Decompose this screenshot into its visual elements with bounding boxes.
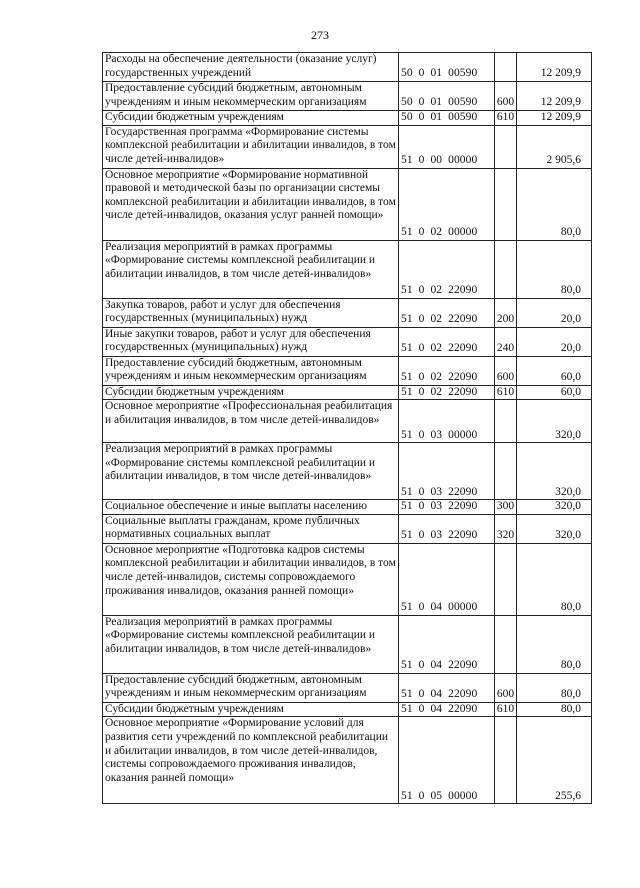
target-article-code: 51 0 02 22090: [399, 240, 495, 298]
target-article-code: 51 0 04 22090: [399, 673, 495, 702]
target-article-code: 51 0 02 00000: [399, 168, 495, 240]
amount: 80,0: [517, 702, 592, 717]
amount: 320,0: [517, 514, 592, 543]
expense-name: Социальное обеспечение и иные выплаты населению: [105, 500, 367, 513]
table-row: [103, 443, 592, 500]
amount: 80,0: [517, 673, 592, 702]
expense-type-code: 600: [495, 356, 517, 385]
expense-name-cell: [103, 111, 399, 126]
expense-name-cell: [103, 673, 399, 702]
target-article-code: 51 0 00 00000: [399, 125, 495, 168]
amount: 2 905,6: [517, 125, 592, 168]
target-article-code: 51 0 03 22090: [399, 514, 495, 543]
expense-name-cell: [103, 717, 399, 804]
expense-name-cell: [103, 240, 399, 298]
expense-type-code: [495, 615, 517, 673]
expense-name: Государственная программа «Формирование системы комплексной реабилитации и абилитации инвалидов, в том числе детей-инвалидов»: [105, 125, 396, 165]
target-article-code: 51 0 02 22090: [399, 327, 495, 356]
expense-name-cell: [103, 615, 399, 673]
budget-table: [102, 52, 592, 804]
expense-name: Предоставление субсидий бюджетным, автономным учреждениям и иным некоммерческим организациям: [105, 82, 367, 108]
target-article-code: 51 0 02 22090: [399, 385, 495, 400]
expense-type-code: [495, 400, 517, 443]
expense-name: Социальные выплаты гражданам, кроме публичных нормативных социальных выплат: [105, 514, 360, 541]
target-article-code: 51 0 02 22090: [399, 298, 495, 327]
table-row: [103, 514, 592, 543]
table-row: [103, 53, 592, 82]
table-row: [103, 111, 592, 126]
expense-name: Предоставление субсидий бюджетным, автономным учреждениям и иным некоммерческим организациям: [105, 356, 367, 383]
expense-name: Основное мероприятие «Формирование нормативной правовой и методической базы по организации системы комплексной реабилитации и абилитации инвалидов, в том числе детей-инвалидов, оказания услуг ранней помощи»: [105, 168, 396, 222]
amount: 320,0: [517, 400, 592, 443]
target-article-code: 51 0 04 22090: [399, 702, 495, 717]
expense-type-code: [495, 543, 517, 615]
expense-name: Предоставление субсидий бюджетным, автономным учреждениям и иным некоммерческим организациям: [105, 673, 367, 700]
target-article-code: 51 0 03 22090: [399, 443, 495, 500]
table-row: [103, 356, 592, 385]
table-row: [103, 673, 592, 702]
expense-name-cell: [103, 82, 399, 111]
expense-name: Основное мероприятие «Подготовка кадров системы комплексной реабилитации и абилитации инвалидов, в том числе детей-инвалидов, системы сопровождаемого проживания инвалидов, оказания ранней помощи»: [105, 543, 396, 597]
expense-type-code: [495, 717, 517, 804]
amount: 20,0: [517, 327, 592, 356]
table-row: [103, 168, 592, 240]
expense-name: Субсидии бюджетным учреждениям: [105, 111, 284, 123]
amount: 80,0: [517, 168, 592, 240]
amount: 12 209,9: [517, 82, 592, 111]
amount: 320,0: [517, 443, 592, 500]
table-row: [103, 240, 592, 298]
target-article-code: 51 0 04 00000: [399, 543, 495, 615]
amount: 255,6: [517, 717, 592, 804]
expense-name: Субсидии бюджетным учреждениям: [105, 702, 284, 715]
expense-name: Субсидии бюджетным учреждениям: [105, 385, 284, 398]
expense-type-code: [495, 53, 517, 82]
table-row: [103, 385, 592, 400]
expense-name-cell: [103, 125, 399, 168]
table-row: [103, 717, 592, 804]
table-row: [103, 500, 592, 515]
expense-type-code: [495, 443, 517, 500]
expense-name: Реализация мероприятий в рамках программы «Формирование системы комплексной реабилитации и абилитации инвалидов, в том числе детей-инвалидов»: [105, 615, 376, 655]
expense-type-code: 600: [495, 673, 517, 702]
expense-name-cell: [103, 543, 399, 615]
table-row: [103, 125, 592, 168]
table-row: [103, 327, 592, 356]
table-row: [103, 298, 592, 327]
amount: 80,0: [517, 240, 592, 298]
expense-name: Реализация мероприятий в рамках программы «Формирование системы комплексной реабилитации и абилитации инвалидов, в том числе детей-инвалидов»: [105, 443, 376, 483]
expense-type-code: [495, 240, 517, 298]
expense-name-cell: [103, 356, 399, 385]
target-article-code: 51 0 05 00000: [399, 717, 495, 804]
expense-type-code: 300: [495, 500, 517, 515]
expense-name: Расходы на обеспечение деятельности (оказание услуг) государственных учреждений: [105, 53, 377, 79]
table-row: [103, 82, 592, 111]
amount: 12 209,9: [517, 53, 592, 82]
amount: 20,0: [517, 298, 592, 327]
expense-type-code: 610: [495, 702, 517, 717]
expense-name: Основное мероприятие «Профессиональная реабилитация и абилитация инвалидов, в том числе детей-инвалидов»: [105, 400, 393, 426]
expense-type-code: 610: [495, 385, 517, 400]
expense-name-cell: [103, 327, 399, 356]
target-article-code: 50 0 01 00590: [399, 53, 495, 82]
expense-type-code: 320: [495, 514, 517, 543]
table-row: [103, 543, 592, 615]
amount: 80,0: [517, 615, 592, 673]
expense-name-cell: [103, 443, 399, 500]
expense-name-cell: [103, 168, 399, 240]
expense-name-cell: [103, 298, 399, 327]
expense-type-code: [495, 125, 517, 168]
page-number: 273: [311, 28, 329, 42]
expense-name-cell: [103, 400, 399, 443]
target-article-code: 51 0 03 22090: [399, 500, 495, 515]
expense-type-code: 600: [495, 82, 517, 111]
expense-name: Закупка товаров, работ и услуг для обеспечения государственных (муниципальных) нужд: [105, 298, 341, 325]
target-article-code: 50 0 01 00590: [399, 111, 495, 126]
expense-name: Основное мероприятие «Формирование условий для развития сети учреждений по комплексной реабилитации и абилитации инвалидов, в том числе детей-инвалидов, системы сопровождаемого проживания инвалидов, оказания ранней помощи»: [105, 717, 389, 784]
amount: 12 209,9: [517, 111, 592, 126]
expense-type-code: [495, 168, 517, 240]
expense-name-cell: [103, 500, 399, 515]
expense-name-cell: [103, 385, 399, 400]
table-row: [103, 400, 592, 443]
target-article-code: 50 0 01 00590: [399, 82, 495, 111]
budget-table-body: [103, 53, 592, 804]
expense-type-code: 610: [495, 111, 517, 126]
amount: 60,0: [517, 356, 592, 385]
table-row: [103, 615, 592, 673]
expense-type-code: 240: [495, 327, 517, 356]
expense-type-code: 200: [495, 298, 517, 327]
expense-name-cell: [103, 514, 399, 543]
expense-name: Реализация мероприятий в рамках программы «Формирование системы комплексной реабилитации и абилитации инвалидов, в том числе детей-инвалидов»: [105, 240, 376, 280]
table-row: [103, 702, 592, 717]
expense-name: Иные закупки товаров, работ и услуг для обеспечения государственных (муниципальных) нужд: [105, 327, 371, 354]
amount: 60,0: [517, 385, 592, 400]
amount: 80,0: [517, 543, 592, 615]
expense-name-cell: [103, 702, 399, 717]
target-article-code: 51 0 04 22090: [399, 615, 495, 673]
target-article-code: 51 0 02 22090: [399, 356, 495, 385]
target-article-code: 51 0 03 00000: [399, 400, 495, 443]
expense-name-cell: [103, 53, 399, 82]
amount: 320,0: [517, 500, 592, 515]
